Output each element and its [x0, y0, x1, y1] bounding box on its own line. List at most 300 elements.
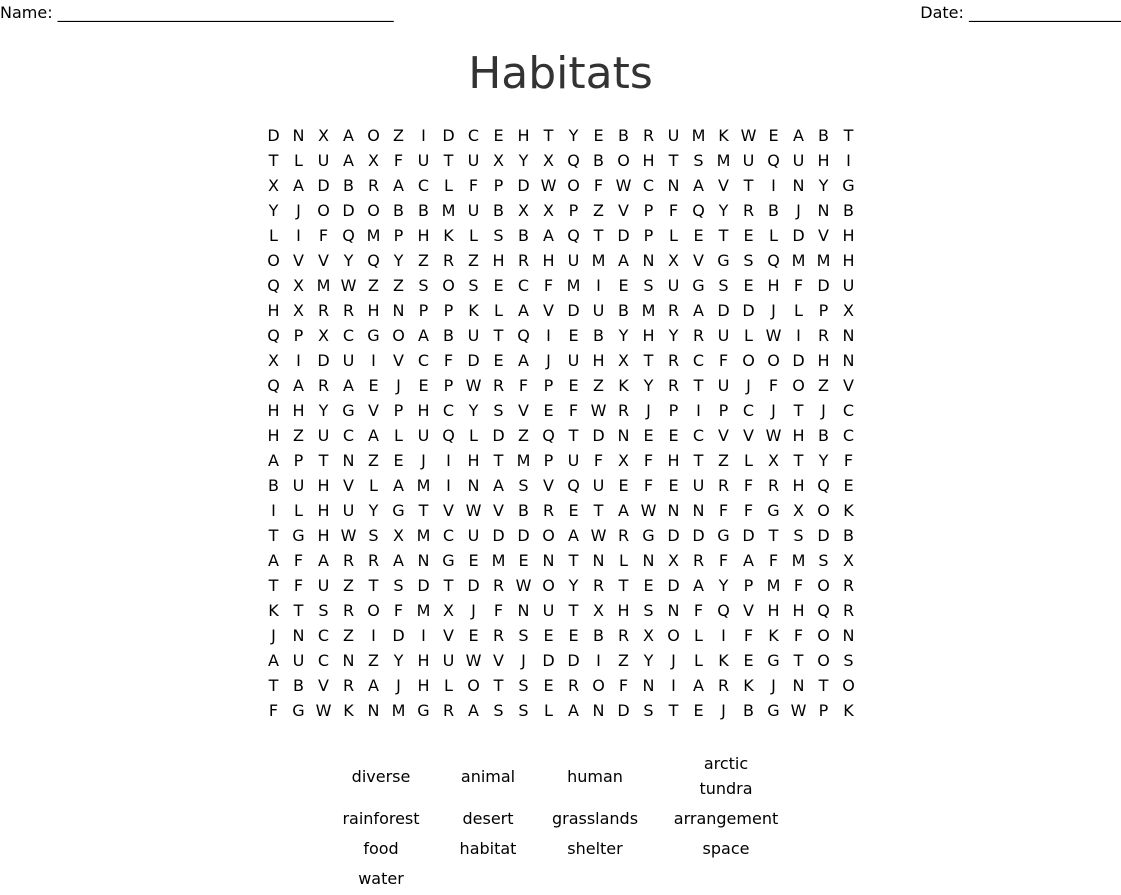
grid-cell[interactable]: R: [717, 476, 730, 495]
grid-cell[interactable]: R: [842, 576, 855, 595]
grid-cell[interactable]: W: [465, 501, 482, 520]
grid-cell[interactable]: O: [817, 626, 830, 645]
grid-cell[interactable]: I: [846, 151, 851, 170]
grid-cell[interactable]: I: [371, 351, 376, 370]
grid-cell[interactable]: B: [843, 526, 854, 545]
grid-cell[interactable]: O: [367, 201, 380, 220]
grid-cell[interactable]: J: [396, 676, 401, 695]
grid-cell[interactable]: U: [317, 151, 330, 170]
grid-cell[interactable]: L: [744, 451, 753, 470]
grid-cell[interactable]: E: [568, 501, 579, 520]
grid-cell[interactable]: C: [842, 401, 855, 420]
grid-cell[interactable]: W: [315, 701, 332, 720]
grid-cell[interactable]: J: [271, 626, 276, 645]
grid-cell[interactable]: A: [293, 176, 304, 195]
grid-cell[interactable]: M: [766, 576, 781, 595]
grid-cell[interactable]: E: [568, 326, 579, 345]
grid-cell[interactable]: H: [642, 326, 655, 345]
grid-cell[interactable]: F: [793, 576, 804, 595]
grid-cell[interactable]: K: [768, 626, 779, 645]
grid-cell[interactable]: L: [769, 226, 778, 245]
grid-cell[interactable]: Y: [368, 501, 379, 520]
grid-cell[interactable]: M: [641, 301, 656, 320]
grid-cell[interactable]: B: [843, 201, 854, 220]
grid-cell[interactable]: M: [316, 276, 331, 295]
grid-cell[interactable]: X: [643, 626, 654, 645]
grid-cell[interactable]: M: [366, 226, 381, 245]
grid-cell[interactable]: G: [292, 701, 305, 720]
grid-cell[interactable]: S: [493, 226, 504, 245]
grid-cell[interactable]: I: [296, 226, 301, 245]
grid-cell[interactable]: G: [642, 526, 655, 545]
grid-cell[interactable]: S: [518, 676, 529, 695]
grid-cell[interactable]: U: [317, 426, 330, 445]
grid-cell[interactable]: V: [718, 176, 729, 195]
grid-cell[interactable]: G: [442, 551, 455, 570]
grid-cell[interactable]: T: [843, 126, 854, 145]
grid-cell[interactable]: E: [693, 701, 704, 720]
grid-cell[interactable]: V: [618, 201, 629, 220]
grid-cell[interactable]: H: [492, 251, 505, 270]
grid-cell[interactable]: W: [765, 426, 782, 445]
grid-cell[interactable]: V: [318, 251, 329, 270]
grid-cell[interactable]: P: [443, 301, 454, 320]
grid-cell[interactable]: Q: [542, 426, 555, 445]
grid-cell[interactable]: U: [417, 426, 430, 445]
grid-cell[interactable]: N: [842, 351, 855, 370]
grid-cell[interactable]: U: [467, 326, 480, 345]
grid-cell[interactable]: E: [543, 676, 554, 695]
grid-cell[interactable]: B: [768, 201, 779, 220]
grid-cell[interactable]: J: [721, 701, 726, 720]
grid-cell[interactable]: V: [443, 626, 454, 645]
grid-cell[interactable]: F: [743, 501, 754, 520]
grid-cell[interactable]: E: [593, 126, 604, 145]
grid-cell[interactable]: L: [494, 301, 503, 320]
grid-cell[interactable]: B: [343, 176, 354, 195]
grid-cell[interactable]: U: [592, 301, 605, 320]
grid-cell[interactable]: E: [493, 126, 504, 145]
grid-cell[interactable]: B: [593, 326, 604, 345]
grid-cell[interactable]: T: [818, 676, 829, 695]
grid-cell[interactable]: A: [468, 701, 479, 720]
grid-cell[interactable]: T: [543, 126, 554, 145]
grid-cell[interactable]: X: [843, 551, 854, 570]
grid-cell[interactable]: I: [671, 676, 676, 695]
grid-cell[interactable]: N: [667, 601, 680, 620]
grid-cell[interactable]: E: [493, 351, 504, 370]
grid-cell[interactable]: C: [467, 126, 480, 145]
grid-cell[interactable]: T: [768, 526, 779, 545]
grid-cell[interactable]: K: [443, 226, 454, 245]
grid-cell[interactable]: E: [693, 226, 704, 245]
grid-cell[interactable]: E: [368, 376, 379, 395]
grid-cell[interactable]: H: [842, 251, 855, 270]
grid-cell[interactable]: Y: [718, 576, 729, 595]
grid-cell[interactable]: C: [317, 651, 330, 670]
grid-cell[interactable]: K: [618, 376, 629, 395]
grid-cell[interactable]: F: [718, 501, 729, 520]
grid-cell[interactable]: X: [543, 201, 554, 220]
grid-cell[interactable]: T: [493, 676, 504, 695]
grid-cell[interactable]: A: [693, 176, 704, 195]
grid-cell[interactable]: I: [421, 626, 426, 645]
grid-cell[interactable]: J: [821, 401, 826, 420]
grid-cell[interactable]: Z: [343, 626, 354, 645]
grid-cell[interactable]: R: [667, 301, 680, 320]
grid-cell[interactable]: S: [518, 701, 529, 720]
grid-cell[interactable]: R: [342, 551, 355, 570]
grid-cell[interactable]: O: [592, 676, 605, 695]
grid-cell[interactable]: J: [471, 601, 476, 620]
grid-cell[interactable]: W: [515, 576, 532, 595]
grid-cell[interactable]: J: [421, 451, 426, 470]
grid-cell[interactable]: T: [493, 451, 504, 470]
grid-cell[interactable]: E: [543, 626, 554, 645]
grid-cell[interactable]: T: [368, 576, 379, 595]
grid-cell[interactable]: Y: [518, 151, 529, 170]
grid-cell[interactable]: N: [292, 626, 305, 645]
grid-cell[interactable]: G: [842, 176, 855, 195]
grid-cell[interactable]: D: [317, 351, 330, 370]
grid-cell[interactable]: Q: [342, 226, 355, 245]
grid-cell[interactable]: H: [267, 426, 280, 445]
grid-cell[interactable]: A: [418, 326, 429, 345]
grid-cell[interactable]: N: [817, 201, 830, 220]
grid-cell[interactable]: Y: [568, 576, 579, 595]
grid-cell[interactable]: X: [593, 601, 604, 620]
grid-cell[interactable]: S: [718, 276, 729, 295]
grid-cell[interactable]: V: [293, 251, 304, 270]
grid-cell[interactable]: X: [293, 301, 304, 320]
grid-cell[interactable]: M: [416, 526, 431, 545]
grid-cell[interactable]: P: [643, 201, 654, 220]
grid-cell[interactable]: R: [592, 576, 605, 595]
grid-cell[interactable]: L: [669, 226, 678, 245]
grid-cell[interactable]: I: [271, 501, 276, 520]
grid-cell[interactable]: U: [567, 451, 580, 470]
grid-cell[interactable]: B: [518, 501, 529, 520]
grid-cell[interactable]: D: [317, 176, 330, 195]
grid-cell[interactable]: R: [492, 626, 505, 645]
grid-cell[interactable]: D: [467, 576, 480, 595]
grid-cell[interactable]: C: [417, 176, 430, 195]
grid-cell[interactable]: R: [317, 376, 330, 395]
grid-cell[interactable]: X: [793, 501, 804, 520]
grid-cell[interactable]: U: [667, 126, 680, 145]
grid-cell[interactable]: A: [518, 301, 529, 320]
grid-cell[interactable]: K: [343, 701, 354, 720]
grid-cell[interactable]: F: [393, 601, 404, 620]
grid-cell[interactable]: T: [643, 351, 654, 370]
grid-cell[interactable]: U: [342, 501, 355, 520]
grid-cell[interactable]: A: [343, 126, 354, 145]
grid-cell[interactable]: V: [518, 401, 529, 420]
grid-cell[interactable]: Z: [393, 276, 404, 295]
grid-cell[interactable]: Z: [518, 426, 529, 445]
grid-cell[interactable]: Y: [343, 251, 354, 270]
grid-cell[interactable]: F: [543, 276, 554, 295]
grid-cell[interactable]: N: [342, 451, 355, 470]
grid-cell[interactable]: F: [593, 451, 604, 470]
grid-cell[interactable]: N: [842, 326, 855, 345]
grid-cell[interactable]: C: [442, 526, 455, 545]
grid-cell[interactable]: Y: [393, 651, 404, 670]
grid-cell[interactable]: W: [465, 376, 482, 395]
grid-cell[interactable]: W: [540, 176, 557, 195]
grid-cell[interactable]: V: [393, 351, 404, 370]
grid-cell[interactable]: X: [493, 151, 504, 170]
grid-cell[interactable]: U: [542, 601, 555, 620]
grid-cell[interactable]: H: [767, 276, 780, 295]
grid-cell[interactable]: E: [743, 276, 754, 295]
grid-cell[interactable]: Z: [593, 201, 604, 220]
grid-cell[interactable]: F: [443, 351, 454, 370]
grid-cell[interactable]: T: [593, 226, 604, 245]
grid-cell[interactable]: A: [368, 676, 379, 695]
grid-cell[interactable]: X: [318, 126, 329, 145]
grid-cell[interactable]: A: [568, 526, 579, 545]
grid-cell[interactable]: B: [268, 476, 279, 495]
grid-cell[interactable]: J: [546, 351, 551, 370]
grid-cell[interactable]: C: [517, 276, 530, 295]
grid-cell[interactable]: R: [667, 376, 680, 395]
grid-cell[interactable]: H: [267, 401, 280, 420]
grid-cell[interactable]: L: [694, 651, 703, 670]
grid-cell[interactable]: W: [340, 526, 357, 545]
grid-cell[interactable]: Q: [517, 326, 530, 345]
grid-cell[interactable]: O: [367, 601, 380, 620]
grid-cell[interactable]: L: [694, 626, 703, 645]
grid-cell[interactable]: T: [593, 501, 604, 520]
grid-cell[interactable]: L: [794, 301, 803, 320]
grid-cell[interactable]: N: [667, 176, 680, 195]
grid-cell[interactable]: I: [446, 451, 451, 470]
grid-cell[interactable]: Y: [318, 401, 329, 420]
grid-cell[interactable]: F: [743, 476, 754, 495]
grid-cell[interactable]: E: [618, 476, 629, 495]
grid-cell[interactable]: D: [617, 701, 630, 720]
name-field[interactable]: Name: __________________________________________: [0, 3, 394, 22]
grid-cell[interactable]: C: [317, 626, 330, 645]
grid-cell[interactable]: H: [767, 601, 780, 620]
grid-cell[interactable]: D: [567, 301, 580, 320]
grid-cell[interactable]: L: [369, 476, 378, 495]
grid-cell[interactable]: N: [342, 651, 355, 670]
grid-cell[interactable]: H: [792, 476, 805, 495]
grid-cell[interactable]: A: [393, 176, 404, 195]
grid-cell[interactable]: H: [417, 676, 430, 695]
grid-cell[interactable]: H: [417, 651, 430, 670]
grid-cell[interactable]: N: [642, 251, 655, 270]
grid-cell[interactable]: O: [567, 176, 580, 195]
grid-cell[interactable]: R: [317, 301, 330, 320]
grid-cell[interactable]: P: [568, 201, 579, 220]
grid-cell[interactable]: H: [667, 451, 680, 470]
grid-cell[interactable]: Q: [367, 251, 380, 270]
grid-cell[interactable]: L: [544, 701, 553, 720]
grid-cell[interactable]: P: [418, 301, 429, 320]
grid-cell[interactable]: N: [667, 501, 680, 520]
grid-cell[interactable]: N: [467, 476, 480, 495]
grid-cell[interactable]: C: [842, 426, 855, 445]
grid-cell[interactable]: R: [342, 676, 355, 695]
grid-cell[interactable]: T: [443, 151, 454, 170]
grid-cell[interactable]: D: [817, 276, 830, 295]
grid-cell[interactable]: R: [567, 676, 580, 695]
grid-cell[interactable]: X: [668, 551, 679, 570]
grid-cell[interactable]: T: [568, 601, 579, 620]
grid-cell[interactable]: T: [418, 501, 429, 520]
grid-cell[interactable]: K: [843, 501, 854, 520]
grid-cell[interactable]: V: [818, 226, 829, 245]
grid-cell[interactable]: Y: [818, 451, 829, 470]
grid-cell[interactable]: N: [592, 701, 605, 720]
grid-cell[interactable]: Z: [368, 276, 379, 295]
grid-cell[interactable]: Y: [818, 176, 829, 195]
grid-cell[interactable]: D: [442, 126, 455, 145]
grid-cell[interactable]: Z: [393, 126, 404, 145]
grid-cell[interactable]: B: [593, 151, 604, 170]
grid-cell[interactable]: I: [721, 626, 726, 645]
grid-cell[interactable]: U: [742, 151, 755, 170]
grid-cell[interactable]: B: [618, 126, 629, 145]
grid-cell[interactable]: R: [342, 601, 355, 620]
grid-cell[interactable]: U: [317, 576, 330, 595]
grid-cell[interactable]: L: [444, 676, 453, 695]
grid-cell[interactable]: F: [718, 551, 729, 570]
grid-cell[interactable]: O: [667, 626, 680, 645]
grid-cell[interactable]: V: [493, 501, 504, 520]
grid-cell[interactable]: S: [418, 276, 429, 295]
grid-cell[interactable]: F: [518, 376, 529, 395]
grid-cell[interactable]: Y: [643, 651, 654, 670]
grid-cell[interactable]: D: [517, 526, 530, 545]
grid-cell[interactable]: T: [793, 451, 804, 470]
grid-cell[interactable]: F: [318, 226, 329, 245]
grid-cell[interactable]: I: [296, 351, 301, 370]
grid-cell[interactable]: W: [590, 401, 607, 420]
grid-cell[interactable]: Y: [718, 201, 729, 220]
grid-cell[interactable]: I: [371, 626, 376, 645]
grid-cell[interactable]: W: [615, 176, 632, 195]
grid-cell[interactable]: X: [268, 176, 279, 195]
grid-cell[interactable]: U: [417, 151, 430, 170]
grid-cell[interactable]: Z: [368, 451, 379, 470]
grid-cell[interactable]: X: [518, 201, 529, 220]
grid-cell[interactable]: L: [469, 226, 478, 245]
grid-cell[interactable]: Q: [442, 426, 455, 445]
grid-cell[interactable]: L: [744, 326, 753, 345]
grid-cell[interactable]: P: [818, 301, 829, 320]
grid-cell[interactable]: R: [817, 326, 830, 345]
grid-cell[interactable]: J: [296, 201, 301, 220]
grid-cell[interactable]: T: [268, 526, 279, 545]
grid-cell[interactable]: F: [643, 451, 654, 470]
grid-cell[interactable]: A: [393, 476, 404, 495]
grid-cell[interactable]: A: [343, 376, 354, 395]
grid-cell[interactable]: P: [543, 451, 554, 470]
grid-cell[interactable]: T: [318, 451, 329, 470]
grid-cell[interactable]: I: [421, 126, 426, 145]
grid-cell[interactable]: R: [442, 251, 455, 270]
grid-cell[interactable]: Y: [468, 401, 479, 420]
grid-cell[interactable]: H: [517, 126, 530, 145]
grid-cell[interactable]: E: [643, 426, 654, 445]
grid-cell[interactable]: X: [768, 451, 779, 470]
grid-cell[interactable]: X: [668, 251, 679, 270]
grid-cell[interactable]: O: [842, 676, 855, 695]
grid-cell[interactable]: Z: [343, 576, 354, 595]
grid-cell[interactable]: F: [793, 626, 804, 645]
grid-cell[interactable]: K: [268, 601, 279, 620]
grid-cell[interactable]: T: [268, 576, 279, 595]
grid-cell[interactable]: P: [443, 376, 454, 395]
grid-cell[interactable]: G: [717, 251, 730, 270]
grid-cell[interactable]: P: [293, 451, 304, 470]
grid-cell[interactable]: U: [467, 151, 480, 170]
grid-cell[interactable]: D: [567, 651, 580, 670]
grid-cell[interactable]: Q: [567, 151, 580, 170]
grid-cell[interactable]: E: [568, 626, 579, 645]
grid-cell[interactable]: L: [394, 426, 403, 445]
grid-cell[interactable]: H: [542, 251, 555, 270]
grid-cell[interactable]: Q: [267, 276, 280, 295]
grid-cell[interactable]: N: [542, 551, 555, 570]
grid-cell[interactable]: E: [643, 576, 654, 595]
grid-cell[interactable]: Y: [393, 251, 404, 270]
grid-cell[interactable]: D: [667, 576, 680, 595]
grid-cell[interactable]: A: [518, 351, 529, 370]
grid-cell[interactable]: E: [668, 476, 679, 495]
grid-cell[interactable]: Z: [293, 426, 304, 445]
grid-cell[interactable]: M: [591, 251, 606, 270]
grid-cell[interactable]: U: [567, 251, 580, 270]
grid-cell[interactable]: M: [391, 701, 406, 720]
grid-cell[interactable]: F: [693, 601, 704, 620]
grid-cell[interactable]: P: [743, 576, 754, 595]
grid-cell[interactable]: U: [792, 151, 805, 170]
grid-cell[interactable]: N: [367, 701, 380, 720]
grid-cell[interactable]: Q: [817, 601, 830, 620]
grid-cell[interactable]: F: [743, 626, 754, 645]
grid-cell[interactable]: Z: [818, 376, 829, 395]
grid-cell[interactable]: U: [292, 476, 305, 495]
grid-cell[interactable]: A: [293, 376, 304, 395]
grid-cell[interactable]: H: [792, 426, 805, 445]
grid-cell[interactable]: G: [417, 701, 430, 720]
grid-cell[interactable]: T: [668, 701, 679, 720]
grid-cell[interactable]: W: [765, 326, 782, 345]
grid-cell[interactable]: D: [617, 226, 630, 245]
grid-cell[interactable]: E: [668, 426, 679, 445]
grid-cell[interactable]: S: [643, 701, 654, 720]
grid-cell[interactable]: S: [518, 476, 529, 495]
grid-cell[interactable]: W: [640, 501, 657, 520]
grid-cell[interactable]: D: [792, 351, 805, 370]
grid-cell[interactable]: V: [368, 401, 379, 420]
grid-cell[interactable]: A: [318, 551, 329, 570]
grid-cell[interactable]: F: [468, 176, 479, 195]
grid-cell[interactable]: R: [342, 301, 355, 320]
grid-cell[interactable]: D: [267, 126, 280, 145]
grid-cell[interactable]: E: [743, 651, 754, 670]
grid-cell[interactable]: B: [743, 701, 754, 720]
grid-cell[interactable]: J: [521, 651, 526, 670]
grid-cell[interactable]: N: [417, 551, 430, 570]
grid-cell[interactable]: H: [317, 526, 330, 545]
grid-cell[interactable]: P: [293, 326, 304, 345]
